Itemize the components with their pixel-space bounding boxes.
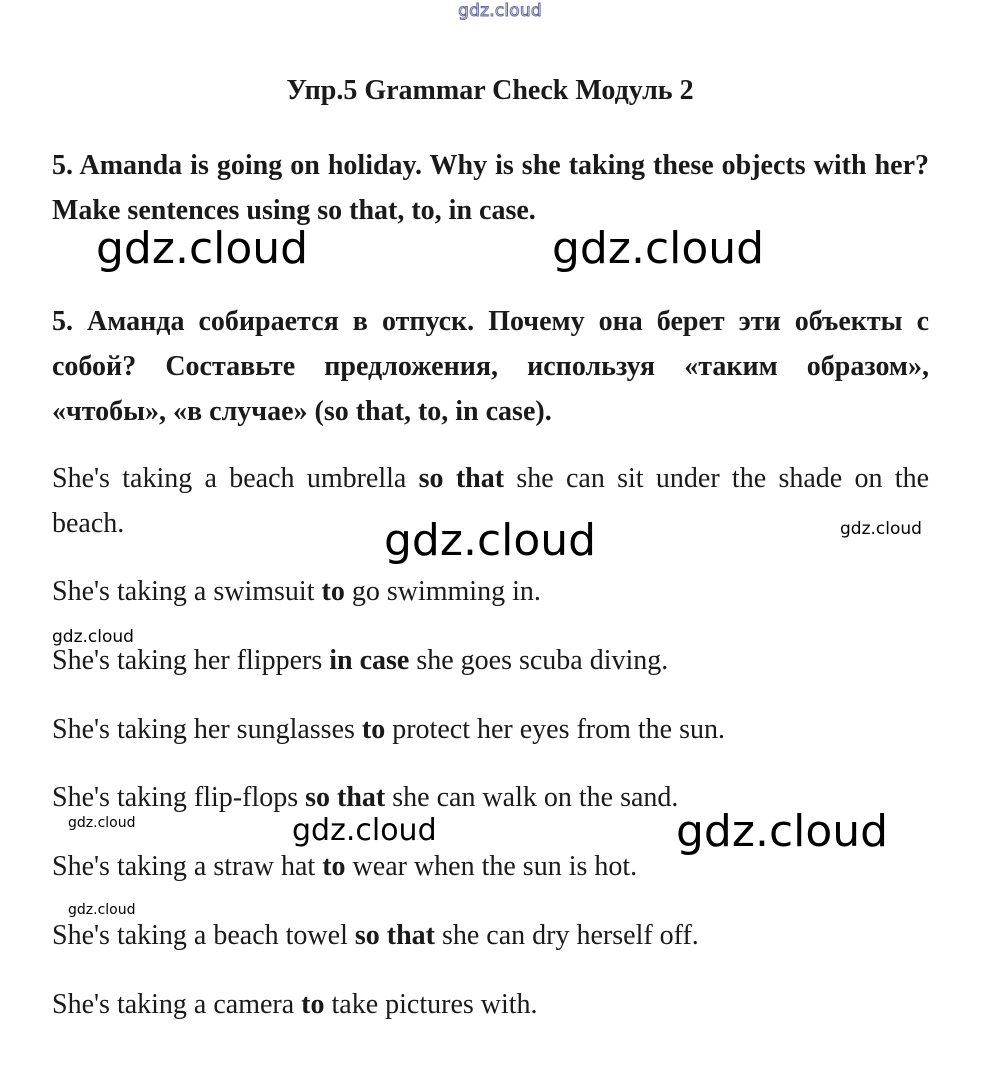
watermark-small-left: gdz.cloud [52,627,134,647]
answer-1-keyword: so that [418,463,505,494]
answer-6-before: She's taking a straw hat [52,851,323,882]
answer-3-after: she goes scuba diving. [409,645,669,676]
task-english: 5. Amanda is going on holiday. Why is she taking these objects with her? Make sentences using so that, to, in case. [52,150,929,226]
watermark-large-left: gdz.cloud [96,223,309,274]
answer-4-before: She's taking her sunglasses [52,714,362,745]
answer-7 [52,913,929,958]
watermark-xs-left-2: gdz.cloud [68,902,136,918]
task-russian: 5. Аманда собирается в отпуск. Почему она берет эти объекты с собой? Составьте предложения, используя «таким образом», «чтобы», «в случае» (so that, to, in case). [52,306,929,427]
answer-1-before: She's taking a beach umbrella [52,463,419,494]
answer-6 [52,844,929,889]
answer-2-after: go swimming in. [344,576,541,607]
page-title: Упр.5 Grammar Check Модуль 2 [286,75,694,106]
watermark-xs-left-1: gdz.cloud [68,815,136,831]
answer-5-keyword: so that [305,782,386,813]
answer-4-keyword: to [361,714,386,745]
answer-8-keyword: to [301,989,325,1020]
answer-6-after: wear when the sun is hot. [345,851,638,882]
answer-8-before: She's taking a camera [52,989,302,1020]
answer-1-after: she can sit under the shade on the beach. [52,463,929,539]
answer-2 [52,569,929,614]
answer-4-after: protect her eyes from the sun. [385,714,726,745]
answer-2-before: She's taking a swimsuit [52,576,322,607]
answer-4 [52,707,929,752]
answer-5-after: she can walk on the sand. [385,782,679,813]
answer-5-before: She's taking flip-flops [52,782,306,813]
answer-2-keyword: to [321,576,345,607]
top-watermark: gdz.cloud [458,1,542,21]
answer-3-keyword: in case [329,645,410,676]
watermark-large-center: gdz.cloud [384,515,597,566]
answer-3 [52,638,929,683]
answer-3-before: She's taking her flippers [52,645,330,676]
watermark-small-right: gdz.cloud [840,519,922,539]
answer-6-keyword: to [322,851,346,882]
watermark-mid-center: gdz.cloud [292,813,437,848]
watermark-large-right: gdz.cloud [552,223,765,274]
answer-8-after: take pictures with. [324,989,538,1020]
watermark-large-bottom-right: gdz.cloud [676,806,889,857]
answer-7-before: She's taking a beach towel [52,920,355,951]
answer-8 [52,982,929,1027]
answer-7-keyword: so that [354,920,435,951]
answer-7-after: she can dry herself off. [434,920,699,951]
